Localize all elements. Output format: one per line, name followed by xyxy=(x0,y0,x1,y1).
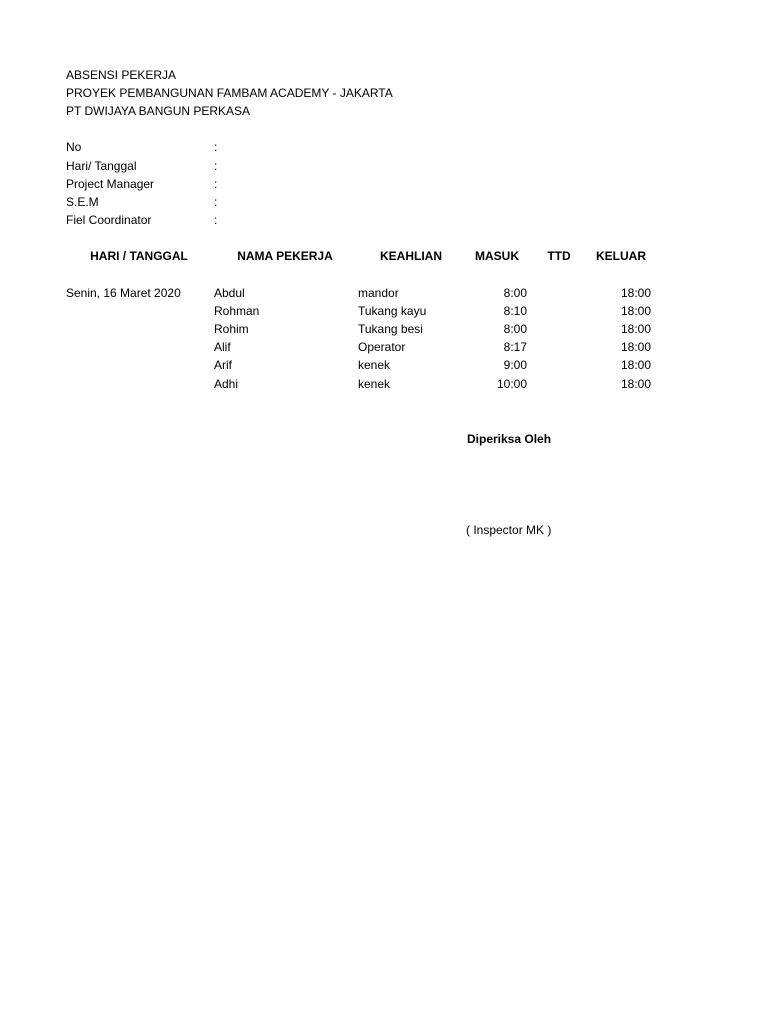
time-in: 9:00 xyxy=(503,358,527,372)
worker-skill: Tukang kayu xyxy=(358,304,427,318)
col-header-date: HARI / TANGGAL xyxy=(90,249,188,263)
worker-name: Arif xyxy=(214,358,232,372)
checked-by-label: Diperiksa Oleh xyxy=(467,432,552,446)
worker-name: Adhi xyxy=(214,377,239,391)
row-date: Senin, 16 Maret 2020 xyxy=(66,286,181,300)
worker-skill: mandor xyxy=(358,286,399,300)
info-label-pm: Project Manager xyxy=(66,177,155,191)
time-out: 18:00 xyxy=(620,304,651,318)
signer-label: ( Inspector MK ) xyxy=(466,523,552,537)
worker-skill: Operator xyxy=(358,340,406,354)
time-out: 18:00 xyxy=(620,358,651,372)
project-name: PROYEK PEMBANGUNAN FAMBAM ACADEMY - JAKARTA xyxy=(66,86,393,100)
info-sep-no: : xyxy=(214,140,218,154)
info-sep-coordinator: : xyxy=(214,213,218,227)
doc-title: ABSENSI PEKERJA xyxy=(66,68,177,82)
worker-name: Rohman xyxy=(214,304,260,318)
worker-skill: Tukang besi xyxy=(358,322,423,336)
time-out: 18:00 xyxy=(620,340,651,354)
info-sep-date: : xyxy=(214,159,218,173)
info-sep-pm: : xyxy=(214,177,218,191)
col-header-name: NAMA PEKERJA xyxy=(237,249,333,263)
worker-skill: kenek xyxy=(358,358,391,372)
info-label-sem: S.E.M xyxy=(66,195,99,209)
col-header-out: KELUAR xyxy=(596,249,646,263)
time-out: 18:00 xyxy=(620,377,651,391)
info-sep-sem: : xyxy=(214,195,218,209)
col-header-skill: KEAHLIAN xyxy=(380,249,442,263)
time-in: 8:10 xyxy=(503,304,527,318)
info-label-date: Hari/ Tanggal xyxy=(66,159,137,173)
company-name: PT DWIJAYA BANGUN PERKASA xyxy=(66,104,251,118)
col-header-sign: TTD xyxy=(547,249,571,263)
worker-skill: kenek xyxy=(358,377,391,391)
info-label-no: No xyxy=(66,140,82,154)
time-out: 18:00 xyxy=(620,322,651,336)
col-header-in: MASUK xyxy=(475,249,519,263)
time-in: 8:00 xyxy=(503,286,527,300)
time-in: 8:00 xyxy=(503,322,527,336)
time-in: 10:00 xyxy=(496,377,527,391)
worker-name: Rohim xyxy=(214,322,249,336)
info-label-coordinator: Fiel Coordinator xyxy=(66,213,152,227)
time-out: 18:00 xyxy=(620,286,651,300)
worker-name: Alif xyxy=(214,340,231,354)
time-in: 8:17 xyxy=(503,340,527,354)
worker-name: Abdul xyxy=(214,286,245,300)
